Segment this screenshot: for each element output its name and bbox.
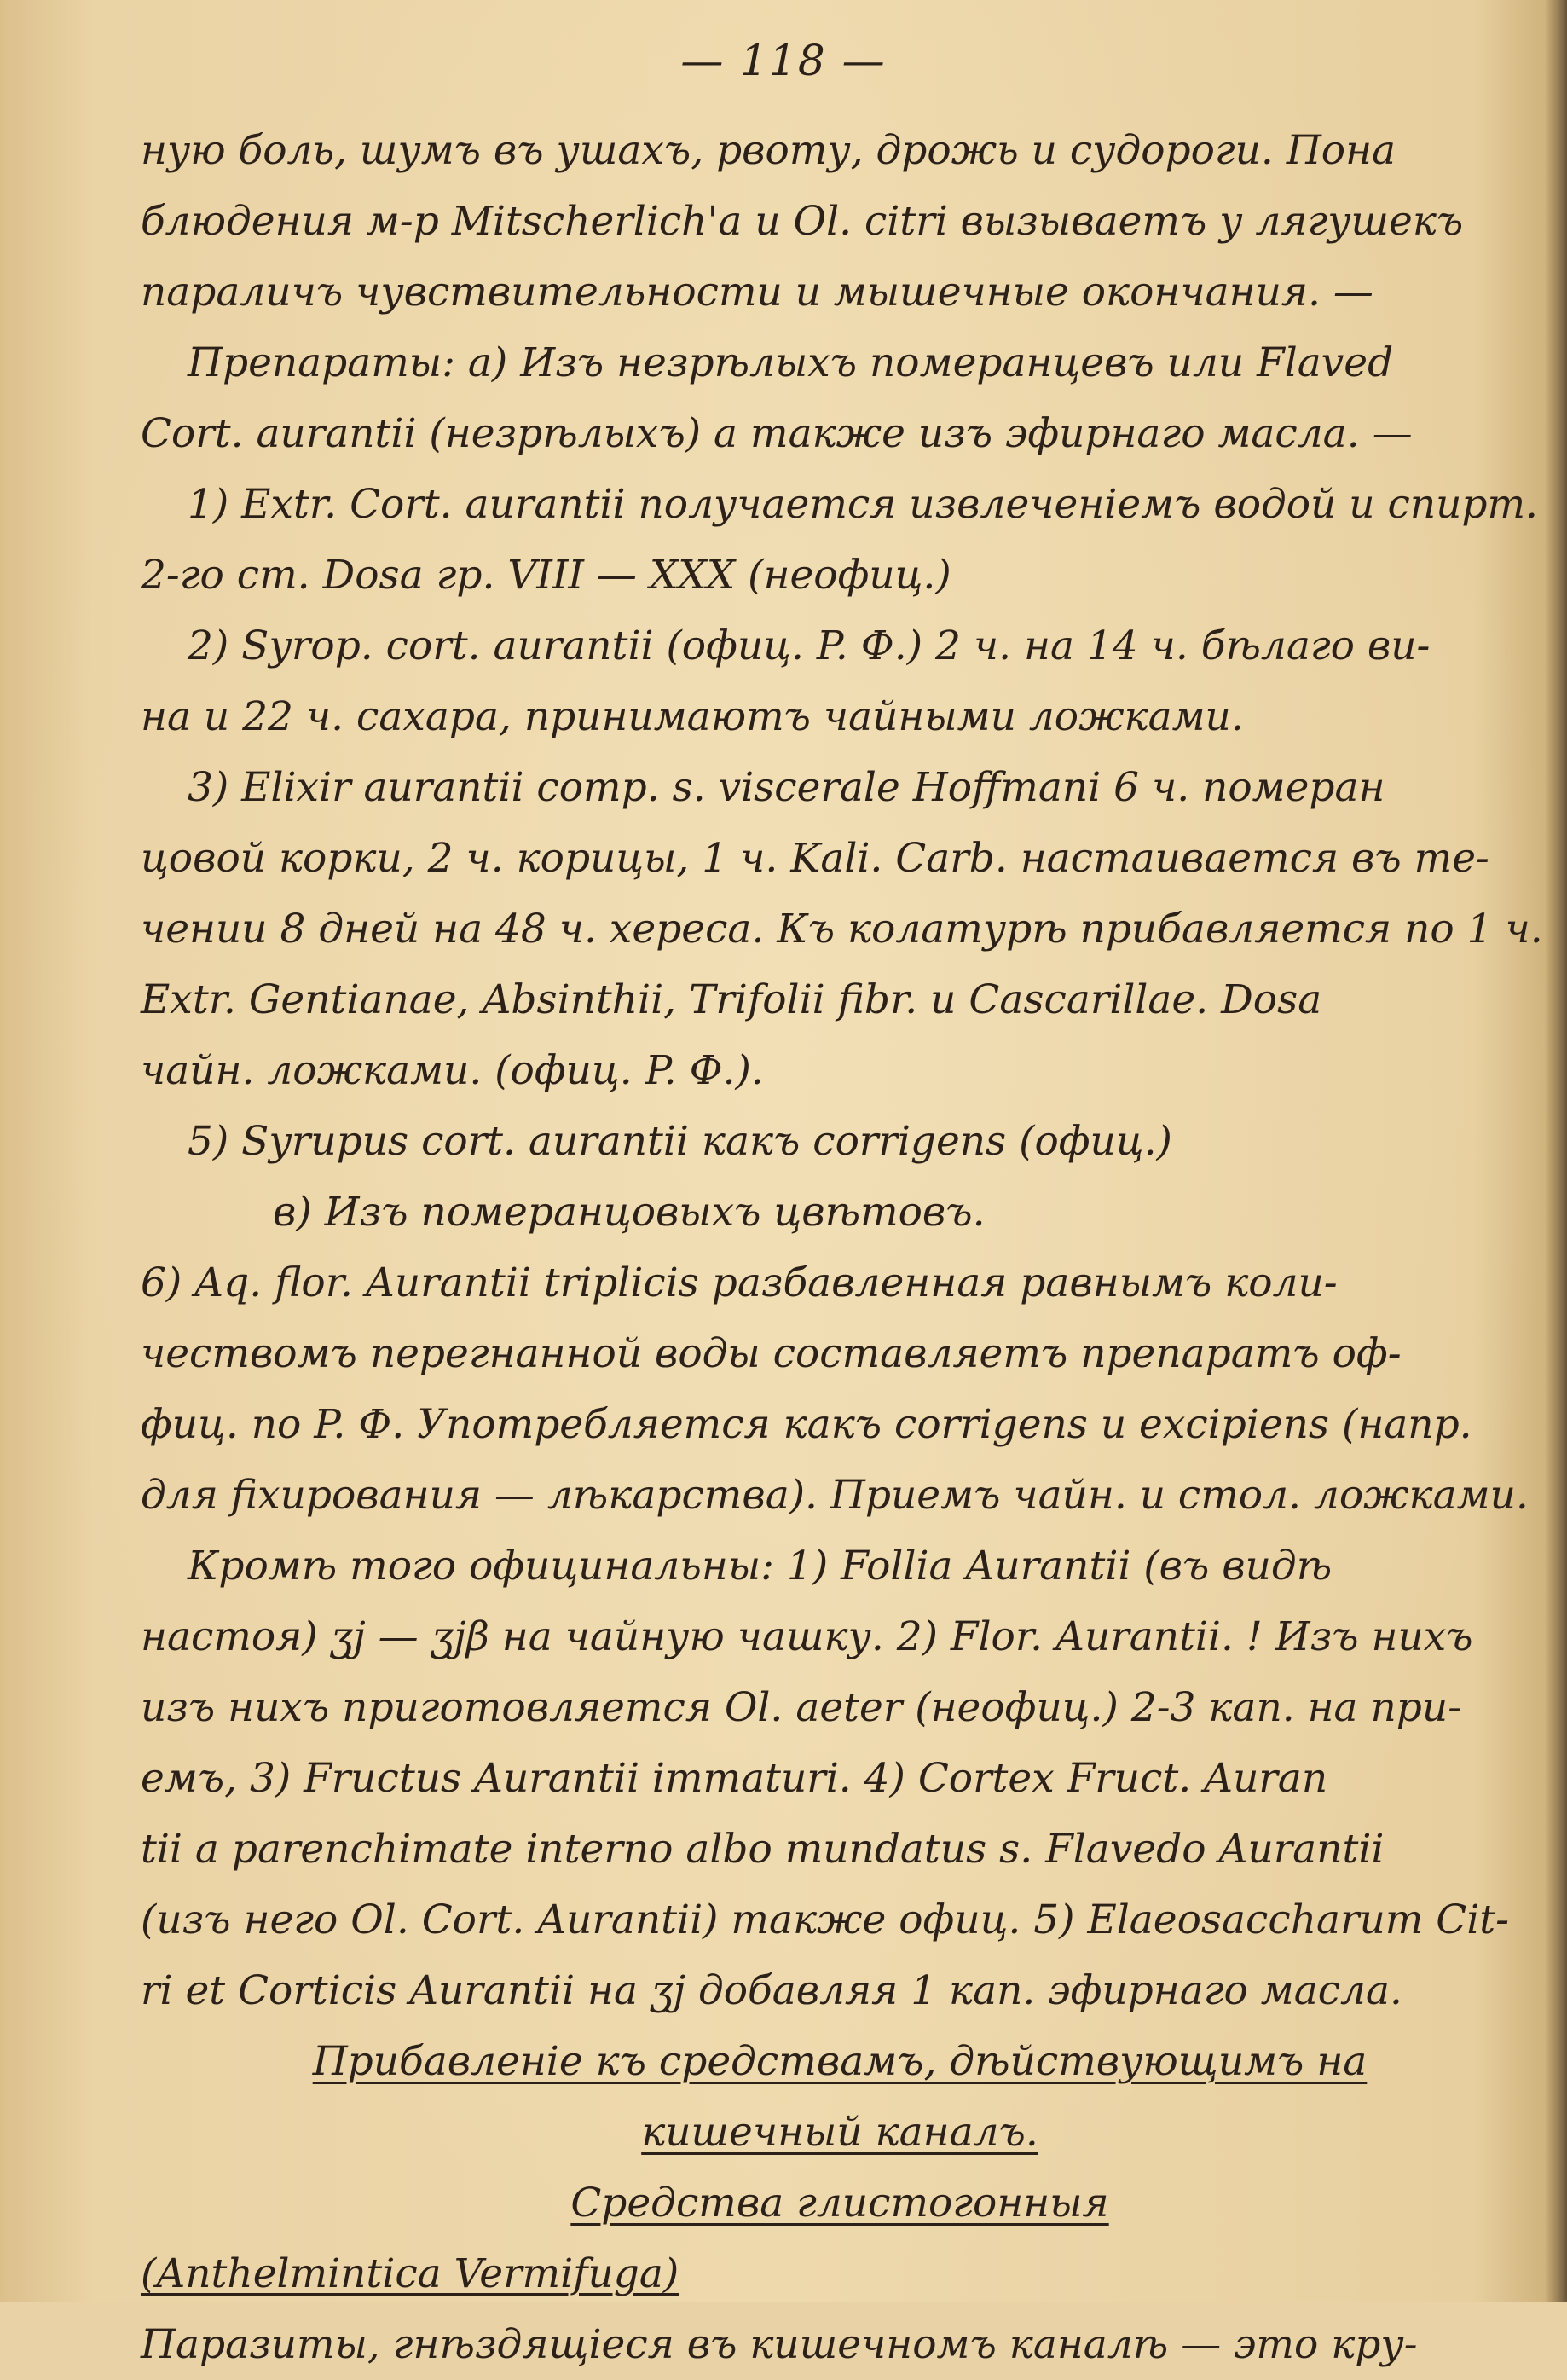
text-line: для fixирования — лѣкарства). Приемъ чайн. и стол. ложками.	[141, 1472, 1529, 1519]
chapter-heading: Прибавленiе къ средствамъ, дѣйствующимъ на	[312, 2038, 1368, 2085]
text-line: ri et Corticis Aurantii на ʒj добавляя 1 кап. эфирнаго масла.	[141, 1967, 1402, 2014]
text-line: чайн. ложками. (офиц. P. Ф.).	[141, 1047, 764, 1094]
text-line: Паразиты, гнѣздящiеся въ кишечномъ каналѣ — это кру-	[141, 2321, 1418, 2368]
text-line: Extr. Gentianae, Absinthii, Trifolii fibr. и Cascarillae. Dosa	[141, 976, 1322, 1023]
text-line: на и 22 ч. сахара, принимаютъ чайными ложками.	[141, 693, 1244, 740]
text-line: ную боль, шумъ въ ушахъ, рвоту, дрожь и судороги. Пона	[141, 127, 1396, 174]
chapter-heading-continued: кишечный каналъ.	[641, 2109, 1038, 2156]
section-heading-anthelmintics: Средства глистогонныя	[570, 2180, 1109, 2227]
text-line: чении 8 дней на 48 ч. хереса. Къ колатурѣ прибавляется по 1 ч.	[141, 906, 1543, 953]
text-line: цовой корки, 2 ч. корицы, 1 ч. Kali. Carb. настаивается въ те-	[141, 835, 1489, 882]
list-item: 3) Elixir aurantii comp. s. viscerale Hoffmani 6 ч. померан	[188, 764, 1385, 811]
text-line: (изъ него Ol. Cort. Aurantii) также офиц. 5) Elaeosaccharum Cit-	[141, 1896, 1509, 1943]
text-line: настоя) ʒj — ʒjβ на чайную чашку. 2) Flor. Aurantii. ! Изъ нихъ	[141, 1613, 1473, 1660]
text-line: изъ нихъ приготовляется Ol. aeter (неофиц.) 2-3 кап. на при-	[141, 1684, 1462, 1731]
text-line: Cort. aurantii (незрѣлыхъ) а также изъ эфирнаго масла. —	[141, 410, 1413, 457]
list-item: 1) Extr. Cort. aurantii получается извлеченiемъ водой и спирт.	[188, 481, 1538, 528]
text-line: Кромѣ того официнальны: 1) Follia Aurantii (въ видѣ	[188, 1543, 1333, 1590]
handwritten-text-block	[141, 115, 1543, 2380]
text-line: tii a parenchimate interno albo mundatus s. Flavedo Aurantii	[141, 1826, 1385, 1873]
text-line: параличъ чувствительности и мышечные окончания. —	[141, 269, 1373, 316]
list-item: 6) Aq. flor. Aurantii triplicis разбавленная равнымъ коли-	[141, 1259, 1338, 1306]
latin-subheading: (Anthelmintica Vermifuga)	[141, 2250, 679, 2297]
text-line: фиц. по P. Ф. Употребляется какъ corrigens и excipiens (напр.	[141, 1401, 1472, 1448]
text-line: блюдения м-р Mitscherlich'a и Ol. citri вызываетъ у лягушекъ	[141, 198, 1464, 245]
page-number: — 118 —	[680, 36, 887, 85]
list-item: 5) Syrupus cort. aurantii какъ corrigens (офиц.)	[188, 1118, 1172, 1165]
text-line: 2-го ст. Dosa гр. VIII — XXX (неофиц.)	[141, 552, 951, 599]
text-line: чествомъ перегнанной воды составляетъ препаратъ оф-	[141, 1330, 1402, 1377]
subsection-heading: в) Изъ померанцовыхъ цвѣтовъ.	[273, 1189, 986, 1236]
text-line: емъ, 3) Fructus Aurantii immaturi. 4) Cortex Fruct. Auran	[141, 1755, 1328, 1802]
section-heading-preparations: Препараты: а) Изъ незрѣлыхъ померанцевъ или Flaved	[188, 339, 1394, 386]
list-item: 2) Syrop. cort. aurantii (офиц. P. Ф.) 2 ч. на 14 ч. бѣлаго ви-	[188, 623, 1431, 669]
